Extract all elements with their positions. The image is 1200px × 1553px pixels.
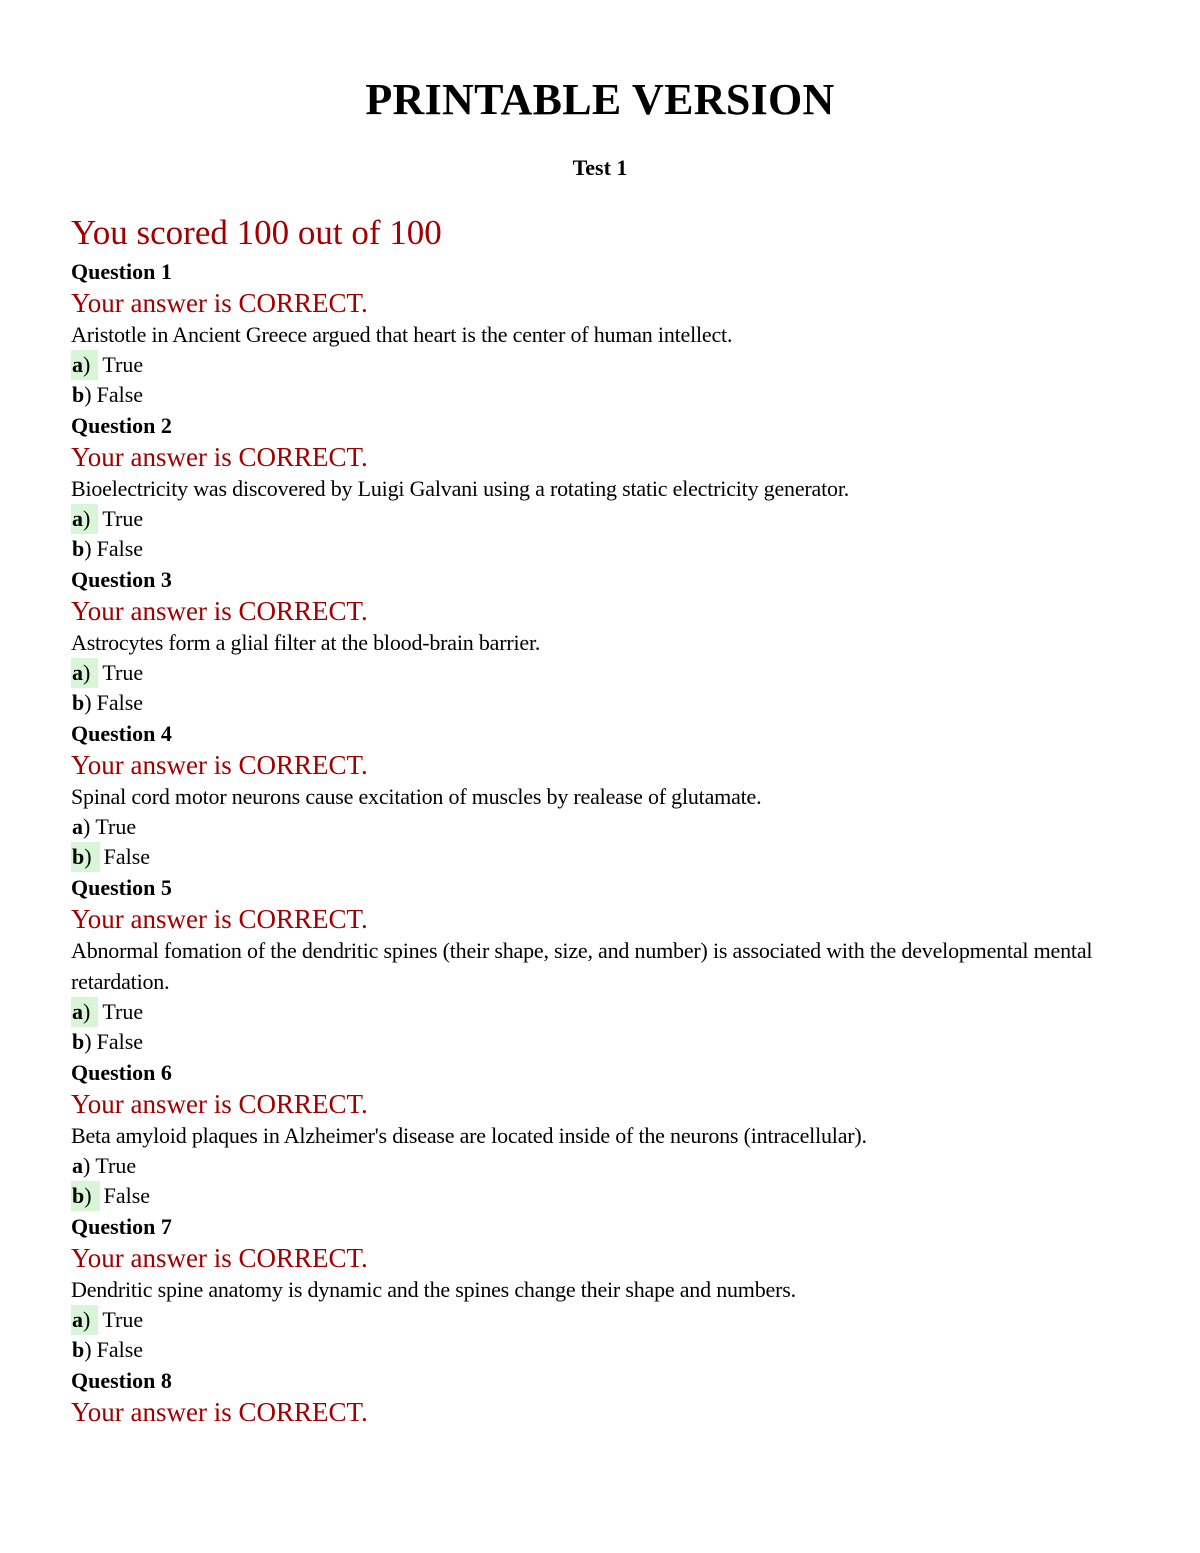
answer-option <box>71 1181 1131 1211</box>
question-label: Question <box>71 1368 156 1393</box>
question-number: 1 <box>160 259 172 284</box>
answer-option <box>71 997 1131 1027</box>
answer-result: Your answer is CORRECT. <box>71 288 368 318</box>
answer-result: Your answer is CORRECT. <box>71 1397 368 1427</box>
option-label: True <box>102 660 144 685</box>
option-label: True <box>102 352 144 377</box>
answer-result: Your answer is CORRECT. <box>71 904 368 934</box>
question-block <box>71 1057 1131 1211</box>
option-marker <box>71 1027 93 1057</box>
question-block <box>71 564 1131 718</box>
question-number: 6 <box>160 1060 172 1085</box>
score-summary: You scored 100 out of 100 <box>71 213 442 252</box>
answer-result: Your answer is CORRECT. <box>71 1089 368 1119</box>
question-heading <box>71 718 1131 749</box>
option-letter: a <box>72 1153 83 1178</box>
correct-option-marker <box>71 350 98 380</box>
question-number: 4 <box>160 721 172 746</box>
option-paren: ) <box>83 1153 91 1178</box>
option-paren: ) <box>84 382 92 407</box>
answer-option <box>71 658 1131 688</box>
question-text: Astrocytes form a glial filter at the blood-brain barrier. <box>71 630 541 655</box>
option-letter: b <box>72 1029 85 1054</box>
question-heading <box>71 256 1131 287</box>
question-text: Bioelectricity was discovered by Luigi Galvani using a rotating static electricity generator. <box>71 476 850 501</box>
answer-option <box>71 504 1131 534</box>
option-label: True <box>102 999 144 1024</box>
question-heading <box>71 564 1131 595</box>
option-marker <box>71 534 93 564</box>
option-label: True <box>95 814 137 839</box>
question-block <box>71 718 1131 872</box>
quiz-content <box>71 210 1131 1428</box>
option-paren: ) <box>84 1337 92 1362</box>
question-block <box>71 256 1131 410</box>
answer-option <box>71 688 1131 718</box>
correct-option-marker <box>71 504 98 534</box>
option-label: True <box>102 506 144 531</box>
correct-option-marker <box>71 997 98 1027</box>
test-name: Test 1 <box>572 155 628 180</box>
question-heading <box>71 410 1131 441</box>
answer-option <box>71 1027 1131 1057</box>
option-paren: ) <box>83 352 91 377</box>
question-text: Dendritic spine anatomy is dynamic and the spines change their shape and numbers. <box>71 1277 796 1302</box>
correct-option-marker <box>71 1305 98 1335</box>
option-letter: a <box>72 814 83 839</box>
option-letter: b <box>72 690 85 715</box>
question-label: Question <box>71 1214 156 1239</box>
option-letter: b <box>72 844 85 869</box>
question-block <box>71 1365 1131 1428</box>
option-letter: a <box>72 1307 83 1332</box>
question-block <box>71 410 1131 564</box>
answer-result: Your answer is CORRECT. <box>71 1243 368 1273</box>
correct-option-marker <box>71 842 100 872</box>
correct-option-marker <box>71 658 98 688</box>
question-heading <box>71 1211 1131 1242</box>
question-label: Question <box>71 721 156 746</box>
correct-option-marker <box>71 1181 100 1211</box>
option-marker <box>71 380 93 410</box>
option-paren: ) <box>84 1029 92 1054</box>
question-number: 7 <box>160 1214 172 1239</box>
option-letter: b <box>72 382 85 407</box>
option-letter: a <box>72 506 83 531</box>
question-heading <box>71 1365 1131 1396</box>
option-label: False <box>103 844 151 869</box>
answer-option <box>71 534 1131 564</box>
question-label: Question <box>71 413 156 438</box>
question-heading <box>71 1057 1131 1088</box>
answer-option <box>71 812 1131 842</box>
question-block <box>71 872 1131 1057</box>
question-label: Question <box>71 259 156 284</box>
option-label: False <box>96 382 144 407</box>
option-marker <box>71 688 93 718</box>
answer-result: Your answer is CORRECT. <box>71 596 368 626</box>
option-label: False <box>96 690 144 715</box>
option-paren: ) <box>84 1183 92 1208</box>
option-label: False <box>96 1029 144 1054</box>
question-text: Abnormal fomation of the dendritic spines (their shape, size, and number) is associated with the developmental mental retardation. <box>71 938 1093 994</box>
page-title: PRINTABLE VERSION <box>365 75 835 124</box>
answer-option <box>71 1335 1131 1365</box>
option-paren: ) <box>83 999 91 1024</box>
answer-result: Your answer is CORRECT. <box>71 442 368 472</box>
option-letter: b <box>72 1183 85 1208</box>
option-letter: b <box>72 536 85 561</box>
question-text: Aristotle in Ancient Greece argued that heart is the center of human intellect. <box>71 322 733 347</box>
question-heading <box>71 872 1131 903</box>
question-number: 3 <box>160 567 172 592</box>
question-text: Spinal cord motor neurons cause excitation of muscles by realease of glutamate. <box>71 784 762 809</box>
option-marker <box>71 812 91 842</box>
question-block <box>71 1211 1131 1365</box>
option-paren: ) <box>84 844 92 869</box>
option-label: True <box>102 1307 144 1332</box>
answer-option <box>71 350 1131 380</box>
option-paren: ) <box>84 536 92 561</box>
option-paren: ) <box>83 814 91 839</box>
option-paren: ) <box>83 660 91 685</box>
option-label: False <box>96 536 144 561</box>
option-letter: a <box>72 999 83 1024</box>
option-paren: ) <box>84 690 92 715</box>
option-label: False <box>96 1337 144 1362</box>
question-label: Question <box>71 567 156 592</box>
question-number: 5 <box>160 875 172 900</box>
question-list <box>71 256 1131 1428</box>
option-label: False <box>103 1183 151 1208</box>
answer-option <box>71 1151 1131 1181</box>
option-paren: ) <box>83 1307 91 1332</box>
answer-option <box>71 842 1131 872</box>
option-letter: a <box>72 352 83 377</box>
option-letter: a <box>72 660 83 685</box>
answer-result: Your answer is CORRECT. <box>71 750 368 780</box>
answer-option <box>71 380 1131 410</box>
option-paren: ) <box>83 506 91 531</box>
option-letter: b <box>72 1337 85 1362</box>
question-number: 2 <box>160 413 172 438</box>
option-label: True <box>95 1153 137 1178</box>
answer-option <box>71 1305 1131 1335</box>
question-number: 8 <box>160 1368 172 1393</box>
question-text: Beta amyloid plaques in Alzheimer's disease are located inside of the neurons (intracellular). <box>71 1123 867 1148</box>
option-marker <box>71 1151 91 1181</box>
option-marker <box>71 1335 93 1365</box>
question-label: Question <box>71 875 156 900</box>
question-label: Question <box>71 1060 156 1085</box>
